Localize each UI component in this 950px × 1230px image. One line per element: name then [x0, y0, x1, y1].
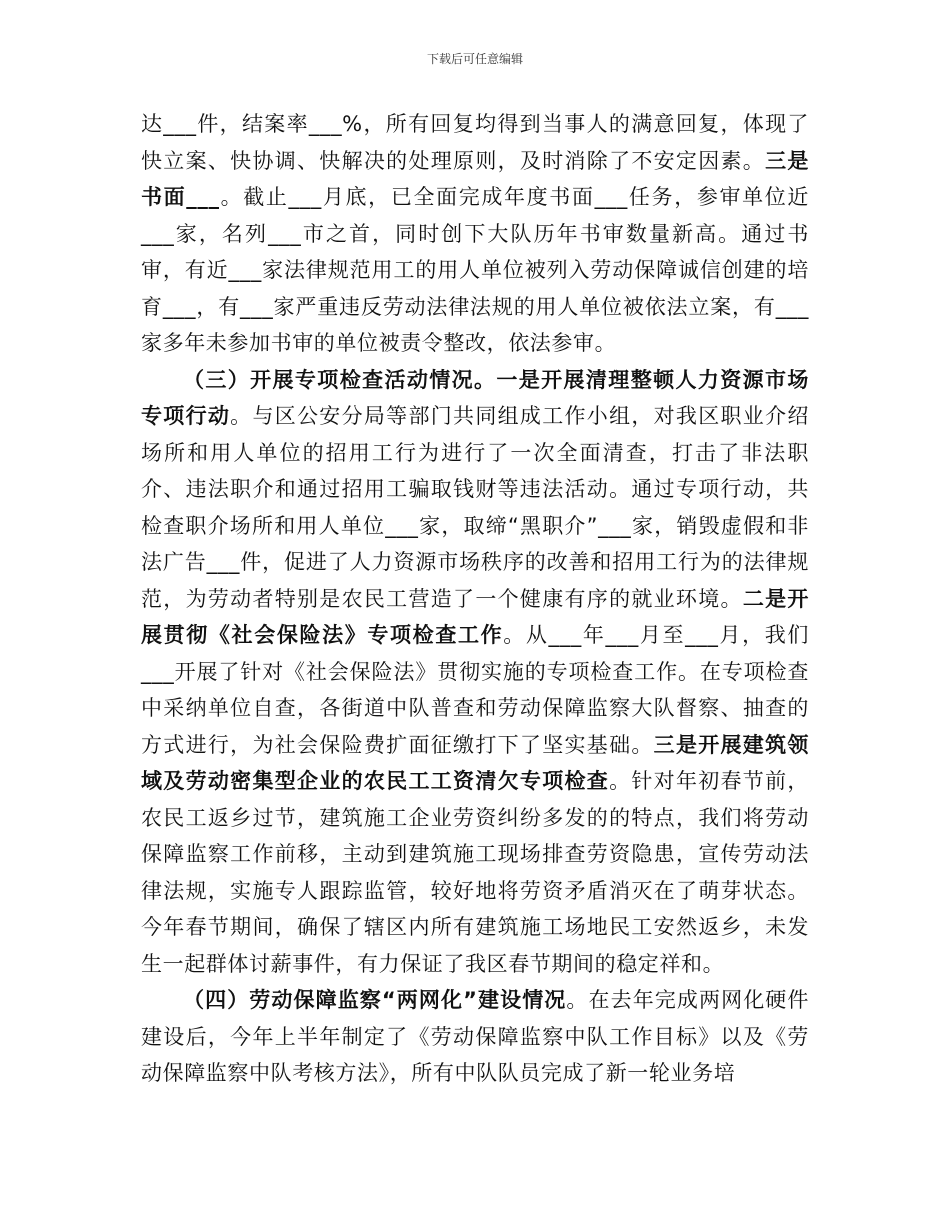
- bold-heading-text: 二是开展贯彻《社会保险法》专项检查工作: [141, 586, 809, 647]
- body-text: 达___件，结案率___%，所有回复均得到当事人的满意回复，体现了快立案、快协调、快解决的处理原则，及时消除了不安定因素。: [141, 112, 809, 173]
- body-text: 。从___年___月至___月，我们___开展了针对《社会保险法》贯彻实施的专项检查工作。在专项检查中采纳单位自查，各街道中队普查和劳动保障监察大队督察、抽查的方式进行，为社会保险费扩面征缴打下了坚实基础。: [141, 623, 809, 757]
- body-text: 。在去年完成两网化硬件建设后，今年上半年制定了《劳动保障监察中队工作目标》以及《劳动保障监察中队考核方法》，所有中队队员完成了新一轮业务培: [141, 988, 809, 1085]
- bold-heading-text: 三是开展建筑领域及劳动密集型企业的农民工工资清欠专项检查: [141, 732, 809, 793]
- document-body: [141, 106, 809, 1092]
- paragraph: [141, 362, 809, 983]
- bold-heading-text: （四）劳动保障监察“两网化”建设情况: [183, 988, 567, 1012]
- body-text: 。与区公安分局等部门共同组成工作小组，对我区职业介绍场所和用人单位的招用工行为进行了一次全面清查，打击了非法职介、违法职介和通过招用工骗取钱财等违法活动。通过专项行动，共检查职介场所和用人单位___家，取缔“黑职介”___家，销毁虚假和非法广告___件，促进了人力资源市场秩序的改善和招用工行为的法律规范，为劳动者特别是农民工营造了一个健康有序的就业环境。: [141, 404, 809, 611]
- bold-heading-text: 三是书面___: [141, 148, 809, 209]
- paragraph: [141, 106, 809, 362]
- page-header: 下载后可任意编辑: [426, 52, 523, 66]
- paragraph: [141, 982, 809, 1092]
- body-text: 。针对年初春节前，农民工返乡过节，建筑施工企业劳资纠纷多发的的特点，我们将劳动保障监察工作前移，主动到建筑施工现场排查劳资隐患，宣传劳动法律法规，实施专人跟踪监管，较好地将劳资矛盾消灭在了萌芽状态。今年春节期间，确保了辖区内所有建筑施工场地民工安然返乡，未发生一起群体讨薪事件，有力保证了我区春节期间的稳定祥和。: [141, 769, 809, 976]
- bold-heading-text: （三）开展专项检查活动情况。一是开展清理整顿人力资源市场专项行动: [141, 367, 809, 428]
- body-text: 。截止___月底，已全面完成年度书面___任务，参审单位近___家，名列___市之首，同时创下大队历年书审数量新高。通过书审，有近___家法律规范用工的用人单位被列入劳动保障诚信创建的培育___，有___家严重违反劳动法律法规的用人单位被依法立案，有___家多年未参加书审的单位被责令整改，依法参审。: [141, 185, 810, 355]
